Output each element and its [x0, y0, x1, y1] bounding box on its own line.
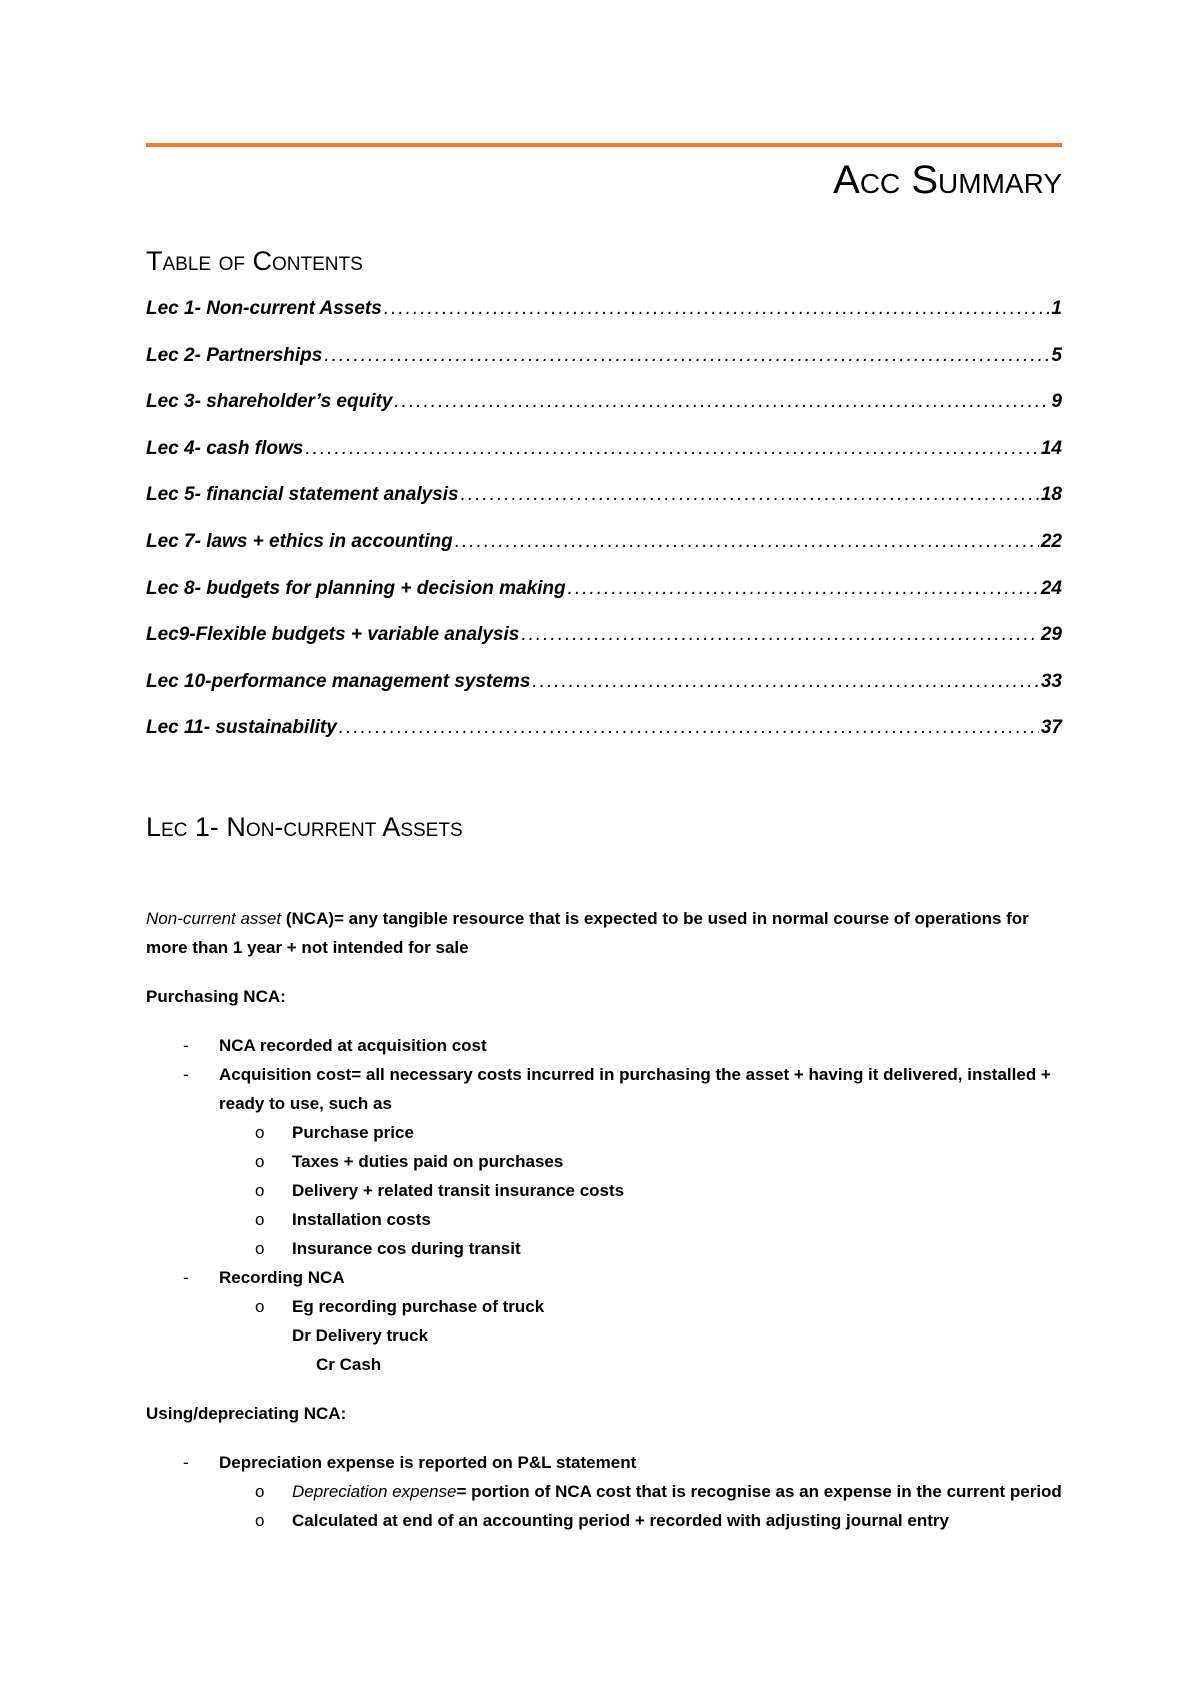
toc-entry-title: Lec9-Flexible budgets + variable analysis: [146, 624, 520, 646]
toc-entry[interactable]: [146, 298, 1062, 345]
using-list: [146, 1448, 1062, 1535]
toc-entry-title: Lec 11- sustainability: [146, 717, 337, 739]
toc-entry[interactable]: [146, 624, 1062, 671]
sublist-item: o Taxes + duties paid on purchases: [219, 1147, 1062, 1176]
toc-entry-title: Lec 3- shareholder’s equity: [146, 391, 393, 413]
toc-entry-title: Lec 1- Non-current Assets: [146, 298, 382, 319]
definition-text: (NCA)= any tangible resource that is expected to be used in normal course of operations for more than 1 year + not intended for sale: [146, 909, 1029, 957]
section-heading: Lec 1- Non-current Assets: [146, 812, 463, 842]
purchasing-list: [146, 1031, 1062, 1379]
toc-entry-title: Lec 8- budgets for planning + decision making: [146, 577, 566, 599]
toc-leader: [305, 438, 1039, 460]
definition-term: Non-current asset: [146, 909, 282, 928]
toc-leader: [455, 531, 1039, 553]
toc-heading: Table of Contents: [146, 246, 363, 276]
toc-leader: [521, 624, 1039, 646]
list-item: [146, 1060, 1062, 1263]
toc-leader: [568, 578, 1039, 600]
cost-sublist: [219, 1118, 1062, 1263]
list-item: [146, 1448, 1062, 1535]
document-title: Acc Summary: [833, 158, 1062, 202]
list-item-text: NCA recorded at acquisition cost: [219, 1036, 487, 1055]
toc-entry-title: Lec 5- financial statement analysis: [146, 484, 459, 506]
toc-leader: [384, 298, 1050, 320]
toc-leader: [532, 671, 1038, 693]
list-item: [146, 1031, 1062, 1060]
sublist-item: [219, 1477, 1062, 1506]
toc-leader: [324, 345, 1049, 367]
sublist-item: o Purchase price: [219, 1118, 1062, 1147]
toc-entry-page: 33: [1040, 670, 1062, 692]
term: Depreciation expense: [292, 1482, 457, 1501]
toc-entry-title: Lec 4- cash flows: [146, 437, 304, 459]
toc-entry-title: Lec 10-performance management systems: [146, 670, 531, 692]
toc-entry-page: 9: [1051, 391, 1062, 413]
toc-entry-page: 1: [1051, 298, 1062, 319]
sublist-item: [219, 1292, 1062, 1379]
header-rule: [146, 143, 1062, 147]
toc-entry-page: 29: [1040, 624, 1062, 646]
toc-entry-page: 18: [1040, 484, 1062, 506]
sublist-item: o Delivery + related transit insurance costs: [219, 1176, 1062, 1205]
toc-entry-page: 37: [1040, 717, 1062, 739]
depreciation-sublist: [219, 1477, 1062, 1535]
toc-leader: [339, 717, 1039, 739]
using-heading: Using/depreciating NCA:: [146, 1404, 347, 1423]
sublist-item-text: o Eg recording purchase of truck: [292, 1297, 545, 1316]
sublist-item: o Insurance cos during transit: [219, 1234, 1062, 1263]
recording-sublist: [219, 1292, 1062, 1379]
list-item-text: Acquisition cost= all necessary costs incurred in purchasing the asset + having it delivered, installed + ready to use, such as: [219, 1065, 1051, 1113]
toc-entry[interactable]: [146, 671, 1062, 718]
toc-entry[interactable]: [146, 391, 1062, 438]
sublist-item: o Calculated at end of an accounting period + recorded with adjusting journal entry: [219, 1506, 1062, 1535]
toc-leader: [461, 484, 1039, 506]
section-body: [146, 904, 1062, 1535]
sublist-item: o Installation costs: [219, 1205, 1062, 1234]
toc-entry-page: 5: [1051, 344, 1062, 366]
definition-paragraph: [146, 904, 1062, 962]
list-item: [146, 1263, 1062, 1379]
toc-entry[interactable]: [146, 345, 1062, 392]
toc-entry-page: 24: [1040, 577, 1062, 599]
toc-entry[interactable]: [146, 578, 1062, 625]
list-item-text: Depreciation expense is reported on P&L statement: [219, 1453, 637, 1472]
toc-entry-page: 14: [1040, 437, 1062, 459]
toc-entry[interactable]: [146, 484, 1062, 531]
toc-entry[interactable]: [146, 717, 1062, 764]
journal-credit: Cr Cash: [316, 1355, 382, 1374]
sublist-item-text: = portion of NCA cost that is recognise as an expense in the current period: [456, 1482, 1062, 1501]
toc-entry[interactable]: [146, 438, 1062, 485]
toc-entry-page: 22: [1040, 530, 1062, 552]
toc-entry-title: Lec 2- Partnerships: [146, 344, 323, 366]
list-item-text: Recording NCA: [219, 1268, 345, 1287]
toc-entry[interactable]: [146, 531, 1062, 578]
toc-leader: [394, 391, 1049, 413]
table-of-contents: [146, 298, 1062, 764]
purchasing-heading: Purchasing NCA:: [146, 987, 286, 1006]
journal-debit: Dr Delivery truck: [292, 1326, 429, 1345]
toc-entry-title: Lec 7- laws + ethics in accounting: [146, 530, 453, 552]
